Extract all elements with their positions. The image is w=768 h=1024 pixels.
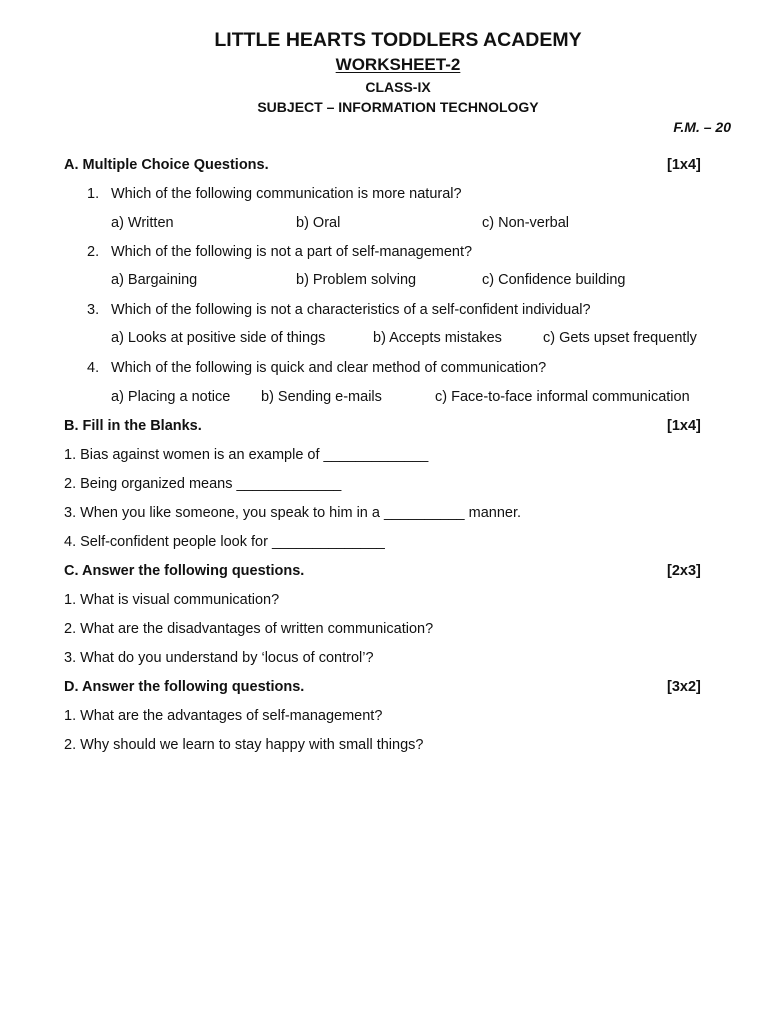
short-question: 3. What do you understand by ‘locus of control’?: [64, 650, 374, 666]
option-c: c) Non-verbal: [482, 215, 570, 231]
fill-blank-item: 3. When you like someone, you speak to him in a __________ manner.: [64, 505, 522, 521]
question-number: 3.: [87, 302, 100, 318]
question-number: 4.: [87, 360, 100, 376]
question-text: Which of the following is not a characteristics of a self-confident individual?: [111, 302, 591, 318]
worksheet-title: WORKSHEET-2: [335, 55, 461, 74]
short-question: 2. What are the disadvantages of written communication?: [64, 621, 434, 637]
section-c-marks: [2x3]: [667, 563, 701, 579]
fill-blank-item: 2. Being organized means _____________: [64, 476, 342, 492]
long-question: 2. Why should we learn to stay happy with small things?: [64, 737, 424, 753]
option-c: c) Confidence building: [482, 272, 626, 288]
full-marks: F.M. – 20: [673, 119, 731, 135]
option-c: c) Face-to-face informal communication: [435, 389, 690, 405]
school-name: LITTLE HEARTS TODDLERS ACADEMY: [214, 29, 582, 51]
option-a: a) Placing a notice: [111, 389, 231, 405]
question-number: 1.: [87, 186, 100, 202]
fill-blank-item: 1. Bias against women is an example of _____________: [64, 447, 429, 463]
section-b-title: B. Fill in the Blanks.: [64, 418, 202, 434]
long-question: 1. What are the advantages of self-management?: [64, 708, 383, 724]
section-b-marks: [1x4]: [667, 418, 701, 434]
option-a: a) Written: [111, 215, 174, 231]
question-text: Which of the following is quick and clear method of communication?: [111, 360, 547, 376]
question-text: Which of the following communication is more natural?: [111, 186, 462, 202]
question-number: 2.: [87, 244, 100, 260]
section-d-marks: [3x2]: [667, 679, 701, 695]
option-b: b) Sending e-mails: [261, 389, 382, 405]
section-a-title: A. Multiple Choice Questions.: [64, 157, 269, 173]
option-c: c) Gets upset frequently: [543, 330, 697, 346]
option-b: b) Problem solving: [296, 272, 417, 288]
option-b: b) Accepts mistakes: [373, 330, 502, 346]
class-label: CLASS-IX: [365, 79, 431, 95]
option-b: b) Oral: [296, 215, 341, 231]
option-a: a) Looks at positive side of things: [111, 330, 326, 346]
section-d-title: D. Answer the following questions.: [64, 679, 305, 695]
section-a-marks: [1x4]: [667, 157, 701, 173]
question-text: Which of the following is not a part of self-management?: [111, 244, 473, 260]
subject-label: SUBJECT – INFORMATION TECHNOLOGY: [257, 99, 539, 115]
section-c-title: C. Answer the following questions.: [64, 563, 305, 579]
fill-blank-item: 4. Self-confident people look for ______________: [64, 534, 385, 550]
option-a: a) Bargaining: [111, 272, 198, 288]
short-question: 1. What is visual communication?: [64, 592, 280, 608]
